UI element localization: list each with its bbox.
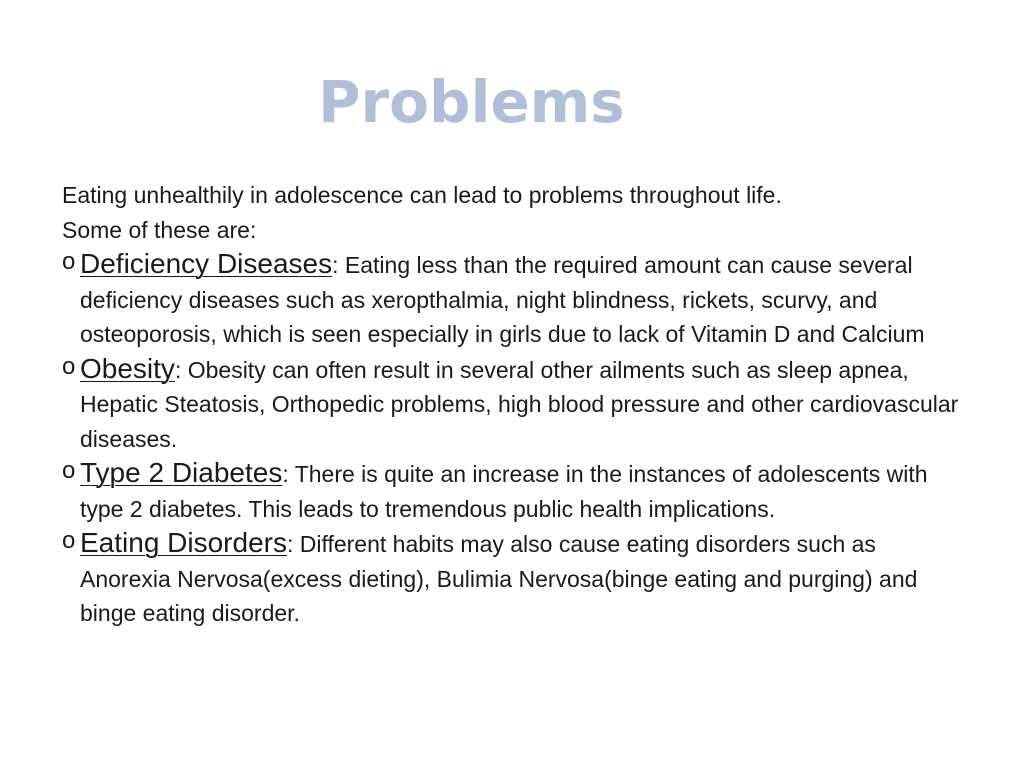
bullet-text: : Eating less than the required amount can cause several deficiency diseases such as xeropthalmia, night blindness, rickets, scurvy, and osteoporosis, which is seen especially in girls due to lack of Vitamin D and Calcium: [80, 252, 925, 347]
bullet-marker: o: [62, 457, 76, 484]
bullet-term: Type 2 Diabetes: [80, 457, 283, 488]
bullet-marker: o: [62, 527, 76, 554]
bullet-text: : Obesity can often result in several other ailments such as sleep apnea, Hepatic Steatosis, Orthopedic problems, high blood pressure and other cardiovascular diseases.: [80, 356, 959, 452]
intro-line-2: Some of these are:: [62, 216, 257, 243]
slide-title: Problems: [318, 68, 625, 136]
bullet-marker: o: [62, 248, 76, 275]
list-item: [62, 526, 962, 631]
list-item: [62, 456, 962, 526]
bullet-marker: o: [62, 352, 76, 380]
list-item: [62, 247, 962, 352]
bullet-term: Eating Disorders: [80, 527, 287, 558]
slide-content: [62, 178, 962, 631]
bullet-text: : Different habits may also cause eating disorders such as Anorexia Nervosa(excess dieting), Bulimia Nervosa(binge eating and purging) and binge eating disorder.: [80, 531, 918, 626]
intro-line-1: Eating unhealthily in adolescence can lead to problems throughout life.: [62, 182, 782, 208]
list-item: [62, 352, 962, 457]
bullet-text: : There is quite an increase in the instances of adolescents with type 2 diabetes. This leads to tremendous public health implications.: [80, 461, 928, 522]
bullet-term: Obesity: [80, 352, 175, 384]
problem-list: [62, 247, 962, 631]
bullet-term: Deficiency Diseases: [80, 248, 333, 279]
